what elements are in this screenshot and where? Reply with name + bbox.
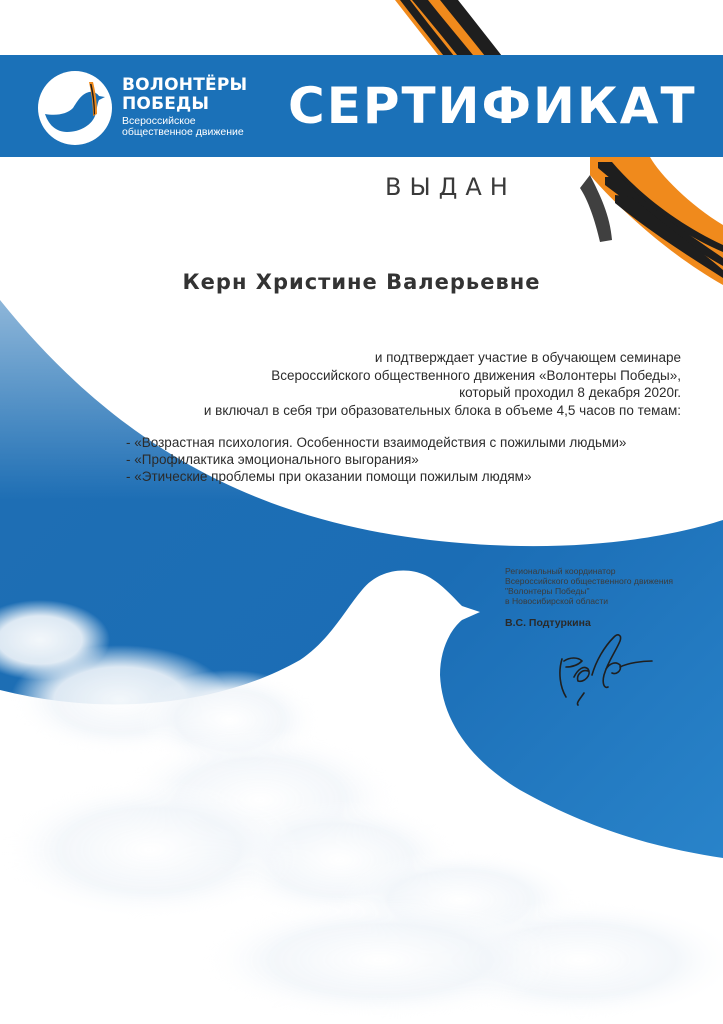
body-line-2: Всероссийского общественного движения «Волонтеры Победы», [271, 367, 681, 383]
dove-with-ribbon-icon [37, 70, 113, 146]
body-line-4: и включал в себя три образовательных блока в объеме 4,5 часов по темам: [203, 402, 681, 418]
recipient-name: Керн Христине Валерьевне [182, 270, 541, 294]
coordinator-line-1: Региональный координатор [505, 566, 616, 576]
issued-label: ВЫДАН [385, 173, 516, 201]
body-line-1: и подтверждает участие в обучающем семинаре [374, 350, 681, 365]
certificate-title: СЕРТИФИКАТ [288, 77, 697, 135]
logo-text [122, 76, 247, 138]
topic-item: - «Профилактика эмоционального выгорания» [126, 452, 419, 467]
coordinator-line-3: "Волонтеры Победы" [505, 586, 590, 596]
logo-line2: ПОБЕДЫ [122, 94, 210, 114]
certificate-body [81, 349, 681, 419]
topics-list [126, 434, 706, 485]
logo-subtitle-line2: общественное движение [122, 126, 244, 138]
coordinator-name: В.С. Подтуркина [505, 617, 591, 629]
signature [548, 617, 658, 707]
coordinator-line-4: в Новосибирской области [505, 596, 609, 606]
body-line-3: который проходил 8 декабря 2020г. [459, 385, 681, 400]
topic-item: - «Возрастная психология. Особенности взаимодействия с пожилыми людьми» [126, 435, 627, 450]
logo-subtitle-line1: Всероссийское [122, 115, 196, 127]
coordinator-line-2: Всероссийского общественного движения [505, 576, 674, 586]
logo-line1: ВОЛОНТЁРЫ [122, 75, 248, 95]
coordinator-title [505, 566, 715, 606]
topic-item: - «Этические проблемы при оказании помощи пожилым людям» [126, 469, 532, 484]
